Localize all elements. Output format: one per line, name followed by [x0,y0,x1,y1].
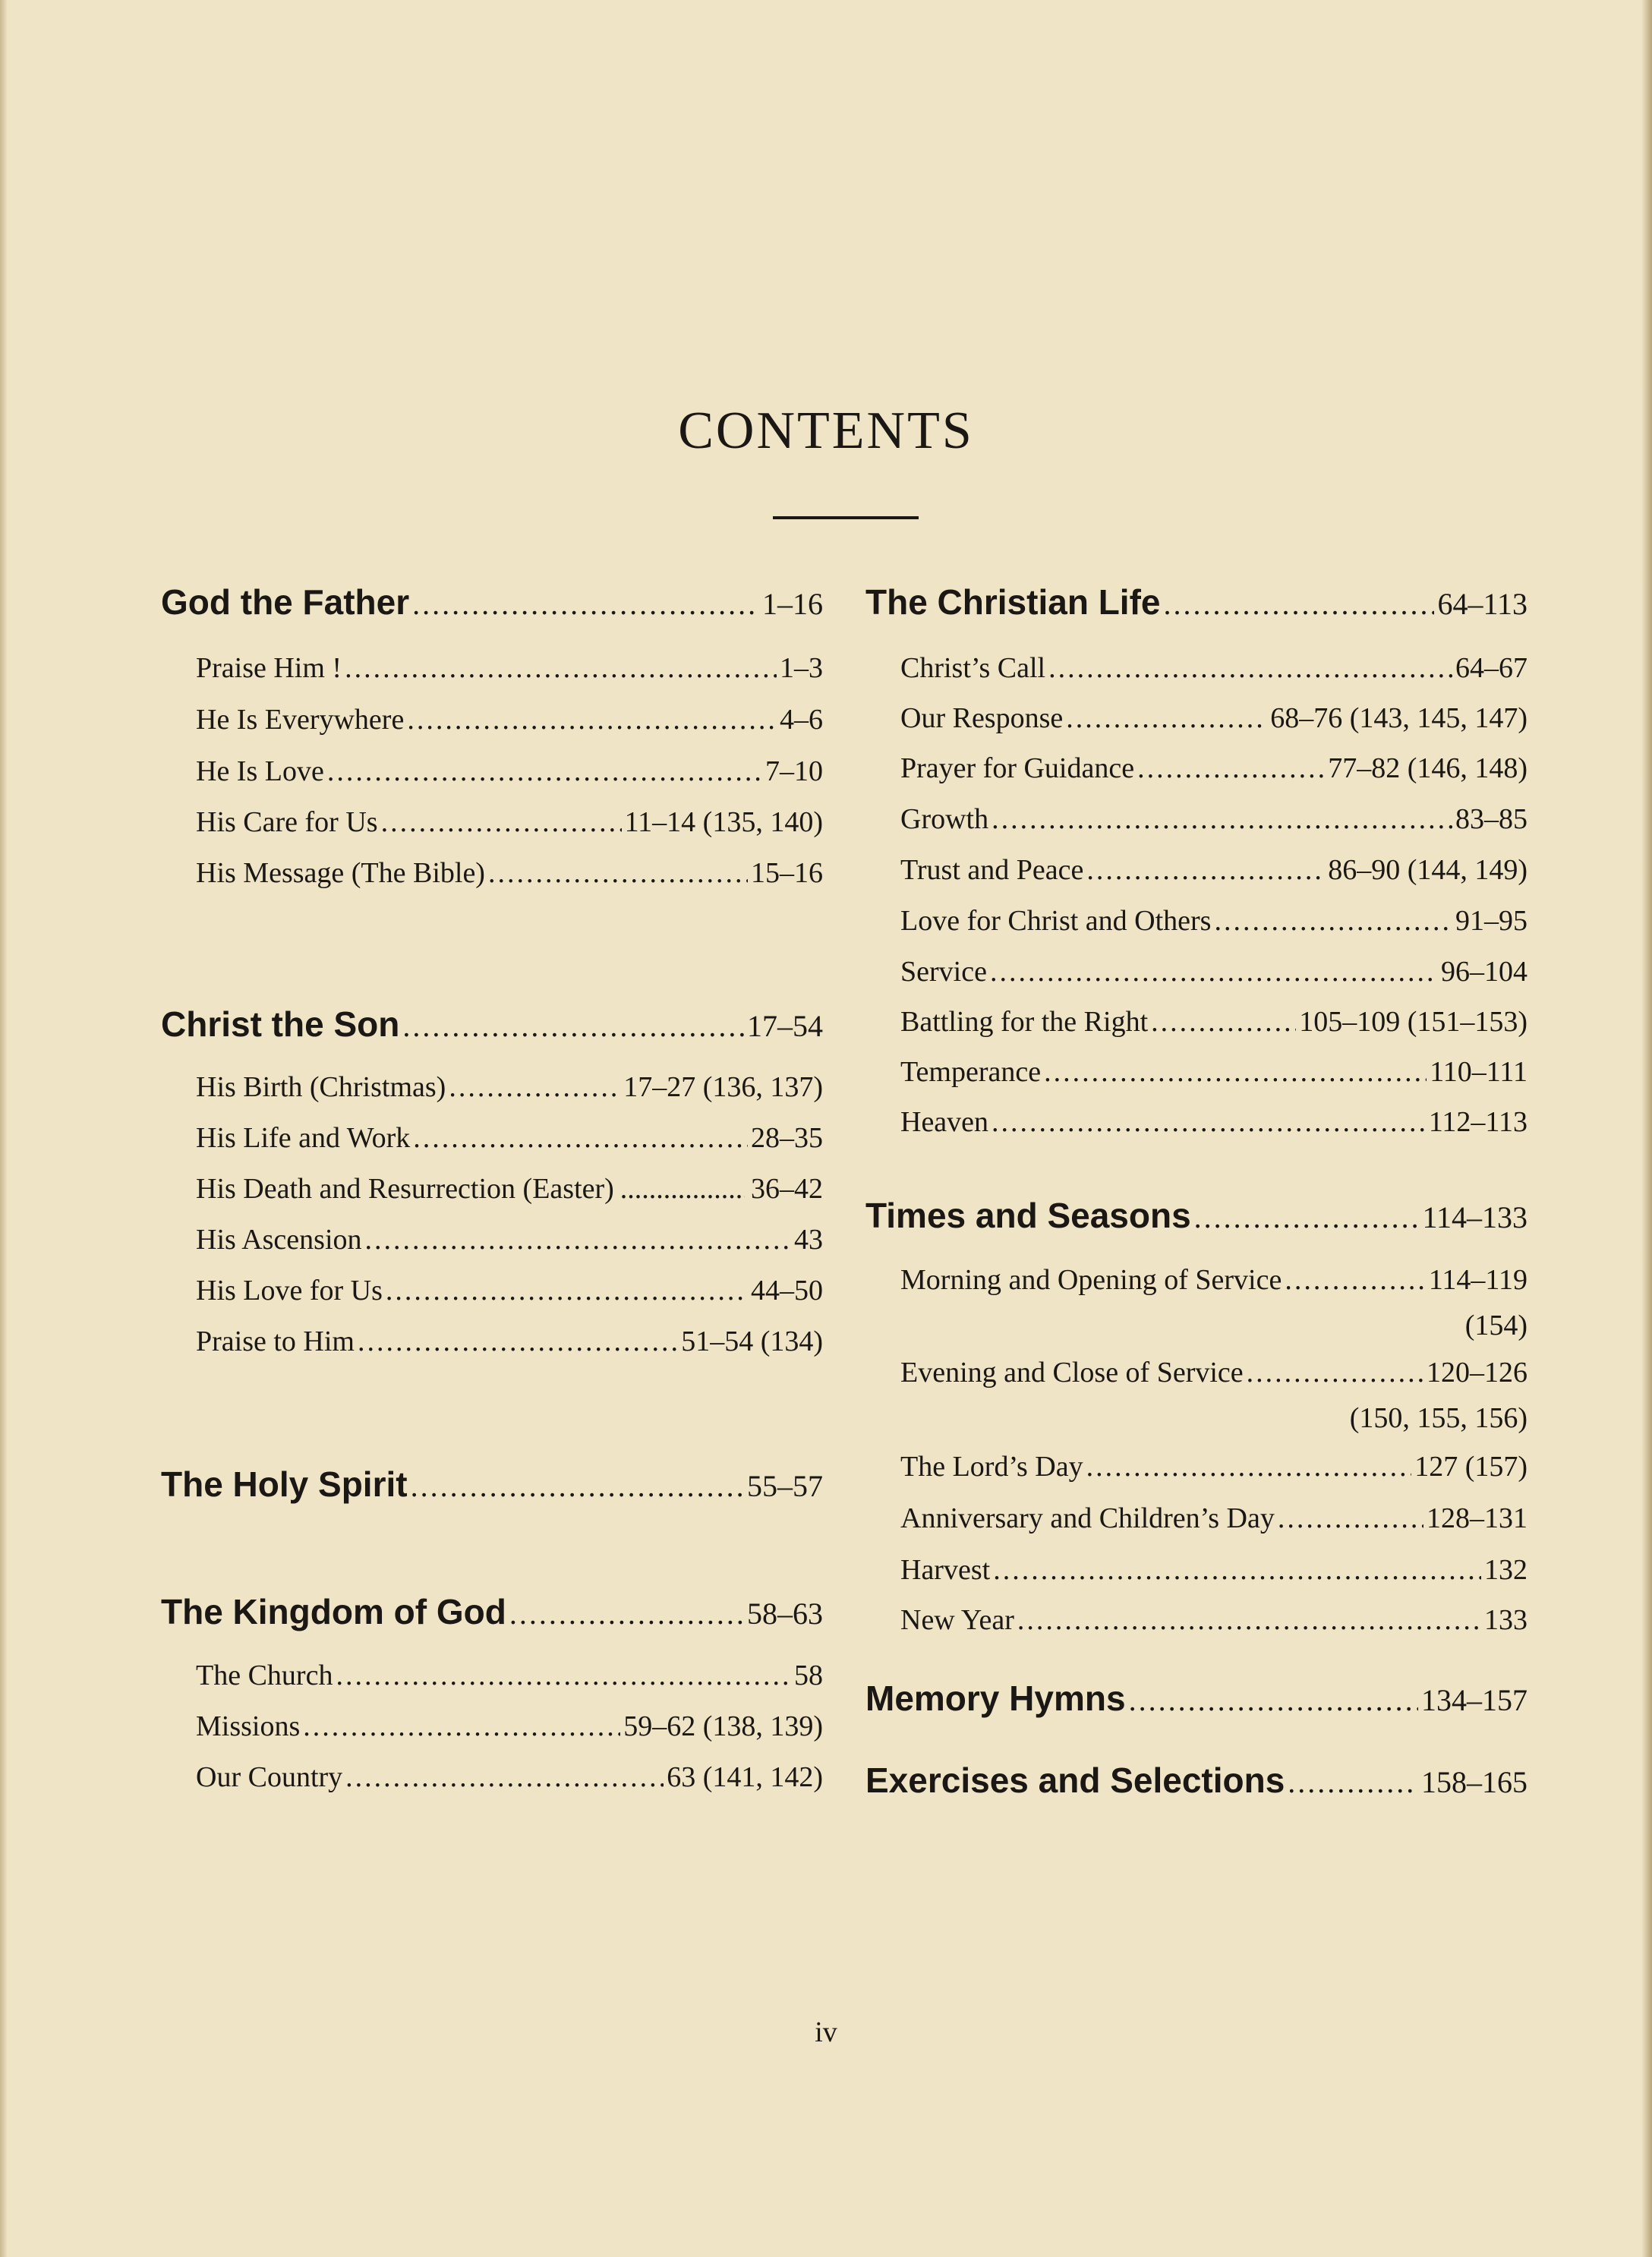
toc-item: He Is Love ..... 7–10 [196,755,823,800]
toc-item-continuation: (154) [1464,1310,1527,1341]
toc-item: Christ’s Call ..... 64–67 [900,651,1527,697]
toc-item: New Year ..... 133 [900,1603,1527,1649]
toc-item: Trust and Peace ..... 86–90 (144, 149) [900,853,1527,899]
toc-item: The Church ..... 58 [196,1659,823,1704]
toc-item-continuation: (150, 155, 156) [1349,1402,1527,1434]
page-number: iv [815,2016,837,2048]
toc-item: Temperance ..... 110–111 [900,1055,1527,1101]
section-heading-memory-hymns: Memory Hymns ..... 134–157 [865,1678,1527,1723]
section-heading-times-and-seasons: Times and Seasons ..... 114–133 [865,1195,1527,1240]
toc-item: His Care for Us ..... 11–14 (135, 140) [196,805,823,851]
toc-item: His Birth (Christmas) ..... 17–27 (136, 137) [196,1070,823,1116]
toc-item: Prayer for Guidance ..... 77–82 (146, 148) [900,752,1527,797]
toc-item: Harvest ..... 132 [900,1553,1527,1599]
toc-item: His Love for Us ..... 44–50 [196,1274,823,1319]
toc-item: His Ascension ..... 43 [196,1223,823,1269]
toc-item: Praise to Him ..... 51–54 (134) [196,1325,823,1370]
section-heading-exercises-and-selections: Exercises and Selections ..... 158–165 [865,1760,1527,1805]
toc-item: Evening and Close of Service ..... 120–126 [900,1356,1527,1401]
toc-item: Missions ..... 59–62 (138, 139) [196,1710,823,1755]
title-rule [773,516,919,519]
toc-item: Service ..... 96–104 [900,955,1527,1001]
toc-item: His Death and Resurrection (Easter) ..... 36–42 [196,1172,823,1218]
section-heading-the-holy-spirit: The Holy Spirit ..... 55–57 [161,1464,823,1509]
toc-item: His Message (The Bible) ..... 15–16 [196,856,823,902]
toc-item: Our Response ..... 68–76 (143, 145, 147) [900,701,1527,747]
toc-item: Heaven ..... 112–113 [900,1105,1527,1151]
toc-item: He Is Everywhere ..... 4–6 [196,703,823,749]
toc-item: The Lord’s Day ..... 127 (157) [900,1450,1527,1496]
toc-item: Praise Him ! ..... 1–3 [196,651,823,697]
section-heading-the-christian-life: The Christian Life ..... 64–113 [865,582,1527,627]
page-title: CONTENTS [678,402,974,460]
page-edge-right [1641,0,1652,2257]
page-edge-left [0,0,8,2257]
toc-item: Growth ..... 83–85 [900,802,1527,848]
section-heading-god-the-father: God the Father ..... 1–16 [161,582,823,627]
toc-item: Battling for the Right ..... 105–109 (151–153) [900,1005,1527,1051]
section-heading-christ-the-son: Christ the Son ..... 17–54 [161,1004,823,1049]
toc-item: Morning and Opening of Service ..... 114–119 [900,1263,1527,1309]
toc-item: Love for Christ and Others ..... 91–95 [900,904,1527,950]
toc-item: Anniversary and Children’s Day ..... 128–131 [900,1502,1527,1547]
section-heading-the-kingdom-of-god: The Kingdom of God ..... 58–63 [161,1591,823,1637]
toc-item: His Life and Work ..... 28–35 [196,1121,823,1167]
toc-item: Our Country ..... 63 (141, 142) [196,1761,823,1806]
